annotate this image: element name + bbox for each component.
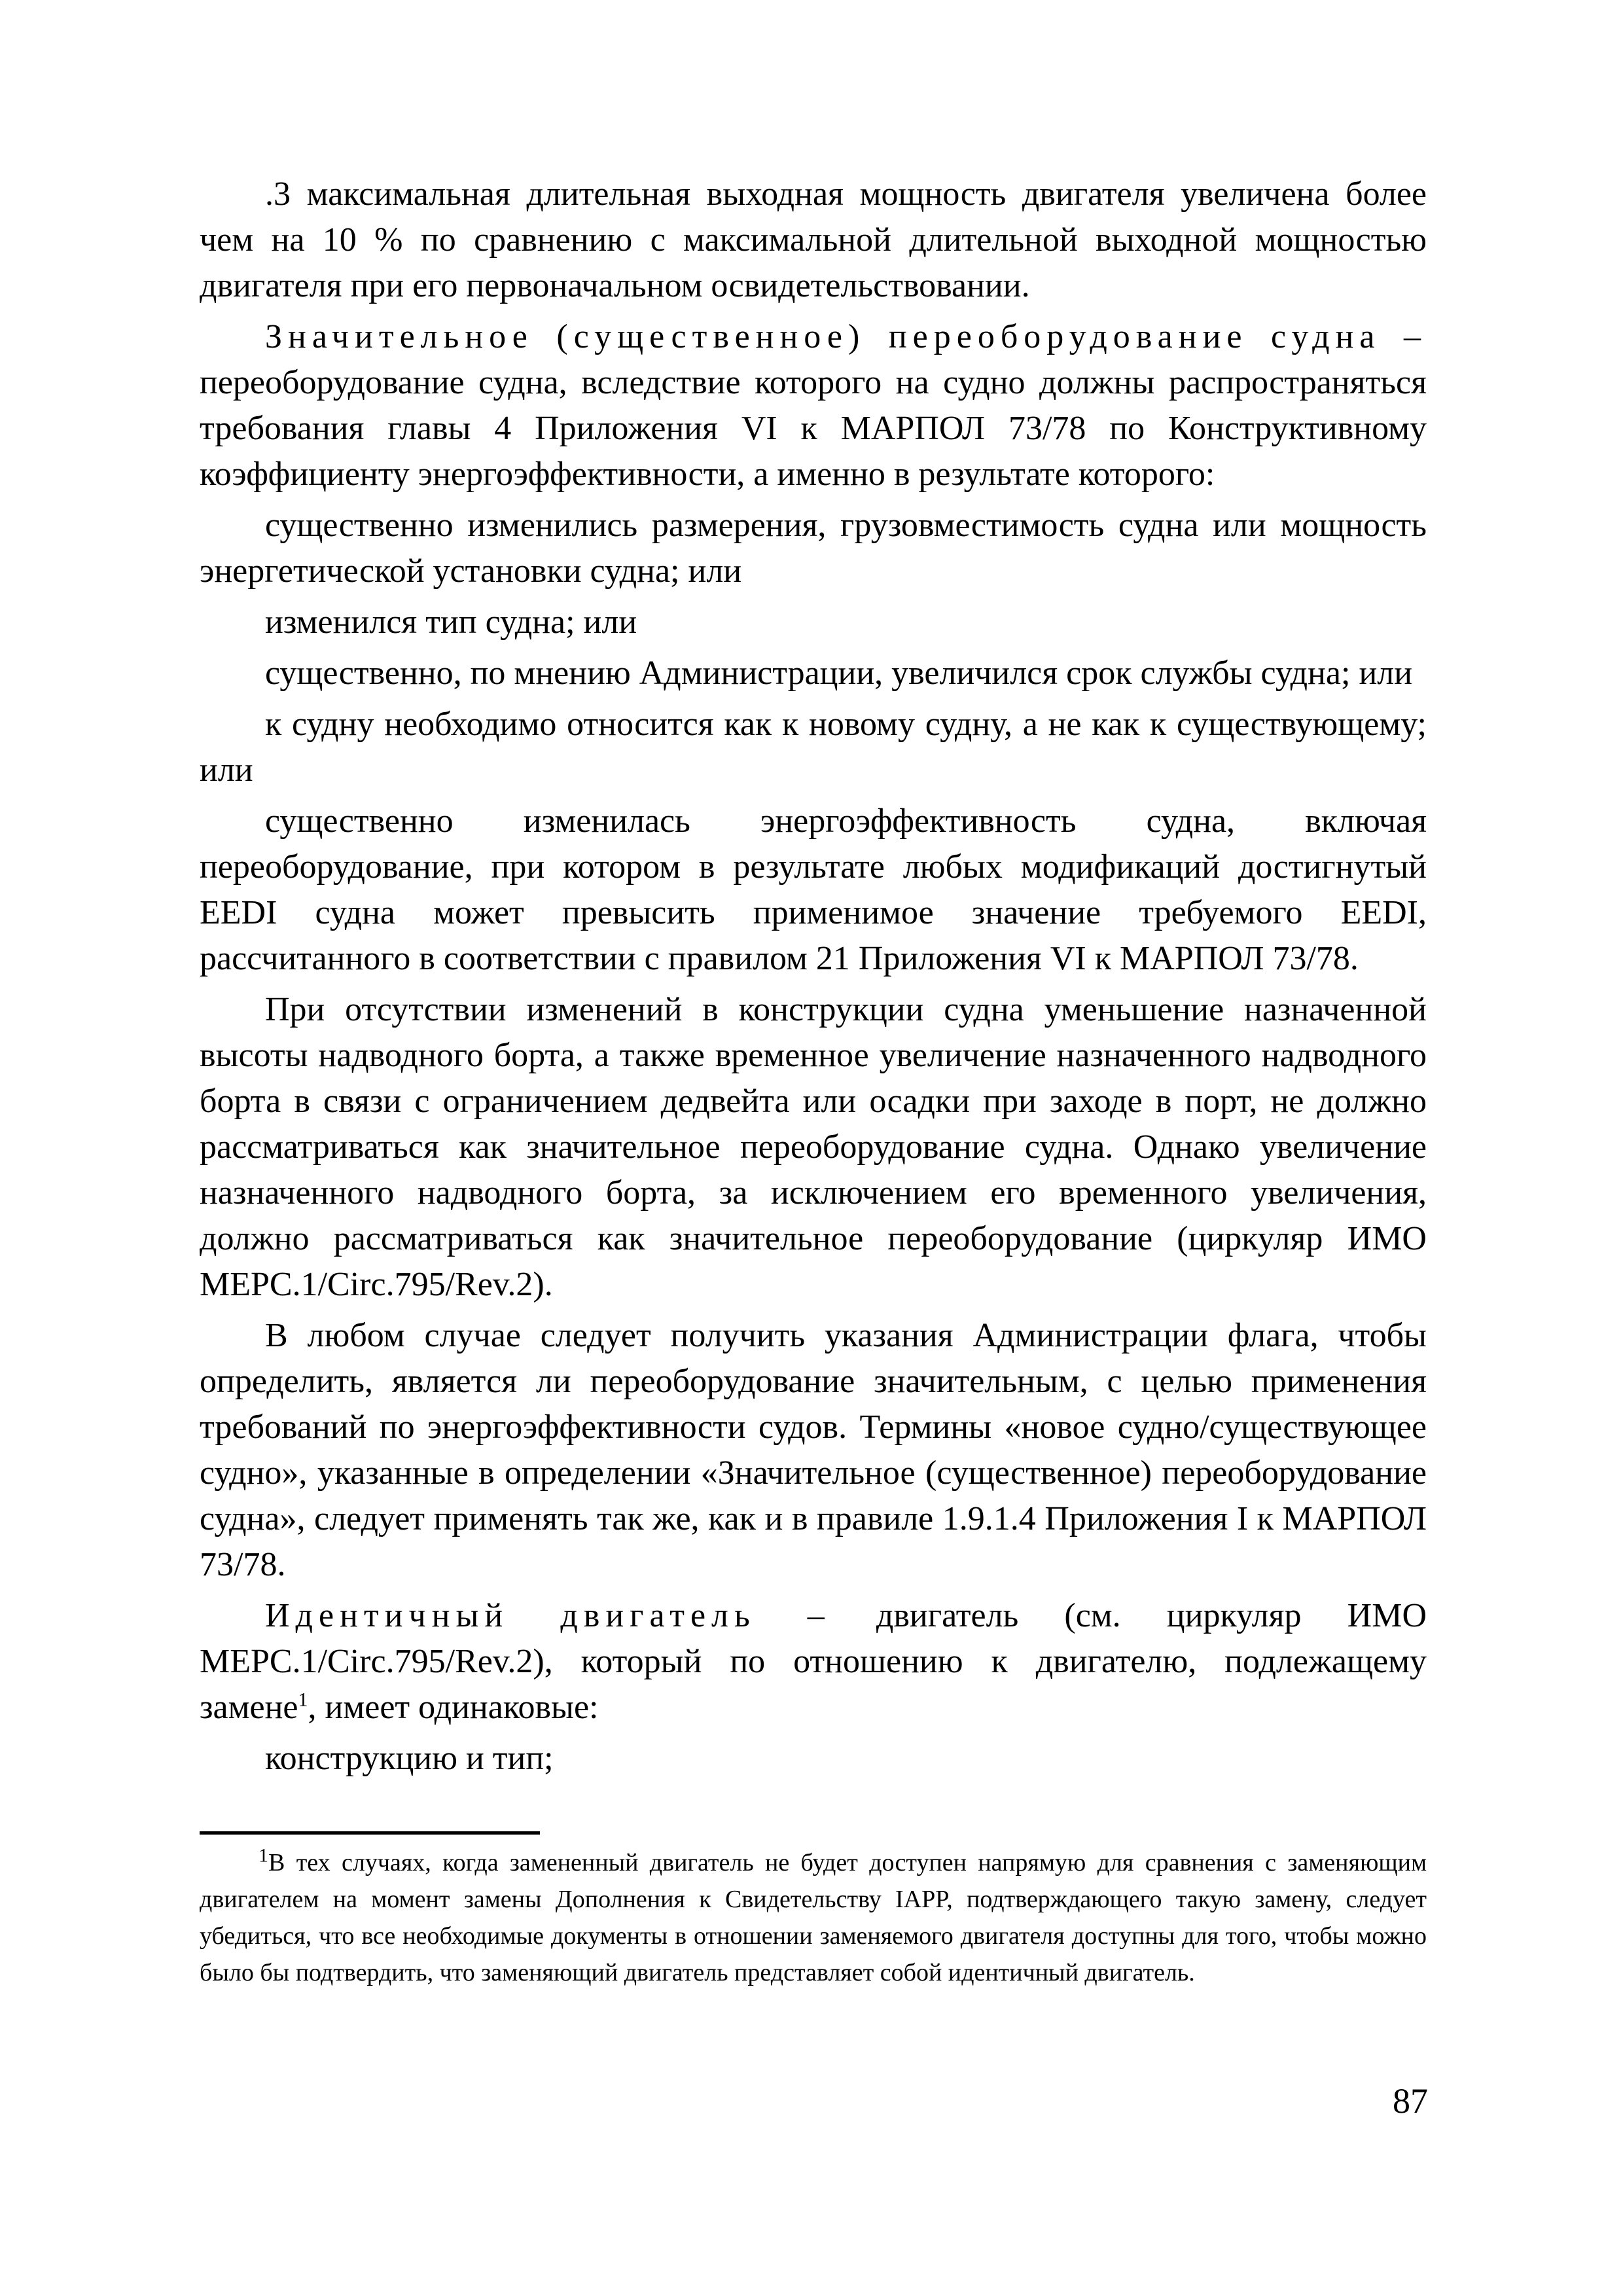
- paragraph-administration: В любом случае следует получить указания Администрации флага, чтобы определить, является ли переоборудование значительным, с целью применения требований по энергоэффективности судов. Термины «новое судно/существующее судно», указанные в определении «Значительное (существенное) переоборудование судна», следует применять так же, как и в правиле 1.9.1.4 Приложения I к МАРПОЛ 73/78.: [200, 1317, 1427, 1583]
- paragraph-energy-efficiency: существенно изменилась энергоэффективность судна, включая переоборудование, при котором в результате любых модификаций достигнутый EEDI судна может превысить применимое значение требуемого EEDI, рассчитанного в соответствии с правилом 21 Приложения VI к МАРПОЛ 73/78.: [200, 802, 1427, 977]
- paragraph-design-and-type: конструкцию и тип;: [265, 1740, 554, 1777]
- footnote: [200, 1844, 1427, 1991]
- paragraph-service-life: существенно, по мнению Администрации, увеличился срок службы судна; или: [265, 655, 1413, 692]
- significant-conversion-definition: переоборудование судна, вследствие которого на судно должны распространяться требования главы 4 Приложения VI к МАРПОЛ 73/78 по Конструктивному коэффициенту энергоэффективности, а именно в результате которого:: [200, 364, 1427, 493]
- paragraph-type-changed: изменился тип судна; или: [265, 603, 637, 641]
- paragraph-dimensions-changed: существенно изменились размерения, грузовместимость судна или мощность энергетической установки судна; или: [200, 507, 1427, 590]
- term-significant-conversion: Значительное (существенное) переоборудование судна –: [265, 318, 1427, 355]
- paragraph-identical-engine: [200, 1593, 1427, 1731]
- term-identical-engine: Идентичный двигатель –: [265, 1597, 830, 1634]
- footnote-divider: [200, 1831, 540, 1835]
- paragraph-significant-conversion-term: [200, 314, 1427, 497]
- page-number: 87: [1393, 2081, 1428, 2121]
- footnote-text: В тех случаях, когда замененный двигатель не будет доступен напрямую для сравнения с заменяющим двигателем на момент замены Дополнения к Свидетельству IAPP, подтверждающего такую замену, следует убедиться, что все необходимые документы в отношении заменяемого двигателя доступны для того, чтобы можно было бы подтвердить, что заменяющий двигатель представляет собой идентичный двигатель.: [200, 1849, 1427, 1986]
- page-body: [200, 171, 1427, 1787]
- footnote-marker: 1: [259, 1844, 268, 1867]
- paragraph-engine-power: .3 максимальная длительная выходная мощность двигателя увеличена более чем на 10 % по сравнению с максимальной длительной выходной мощностью двигателя при его первоначальном освидетельствовании.: [200, 175, 1427, 304]
- paragraph-new-ship: к судну необходимо относится как к новому судну, а не как к существующему; или: [200, 706, 1427, 789]
- paragraph-freeboard: При отсутствии изменений в конструкции судна уменьшение назначенной высоты надводного борта, а также временное увеличение назначенного надводного борта в связи с ограничением дедвейта или осадки при заходе в порт, не должно рассматриваться как значительное переоборудование судна. Однако увеличение назначенного надводного борта, за исключением его временного увеличения, должно рассматриваться как значительное переоборудование (циркуляр ИМО MEPC.1/Circ.795/Rev.2).: [200, 991, 1427, 1303]
- identical-engine-tail: , имеет одинаковые:: [308, 1689, 599, 1726]
- footnote-reference: 1: [298, 1689, 308, 1711]
- identical-engine-definition: двигатель (см. циркуляр ИМО MEPC.1/Circ.795/Rev.2), который по отношению к двигателю, подлежащему замене: [200, 1597, 1427, 1726]
